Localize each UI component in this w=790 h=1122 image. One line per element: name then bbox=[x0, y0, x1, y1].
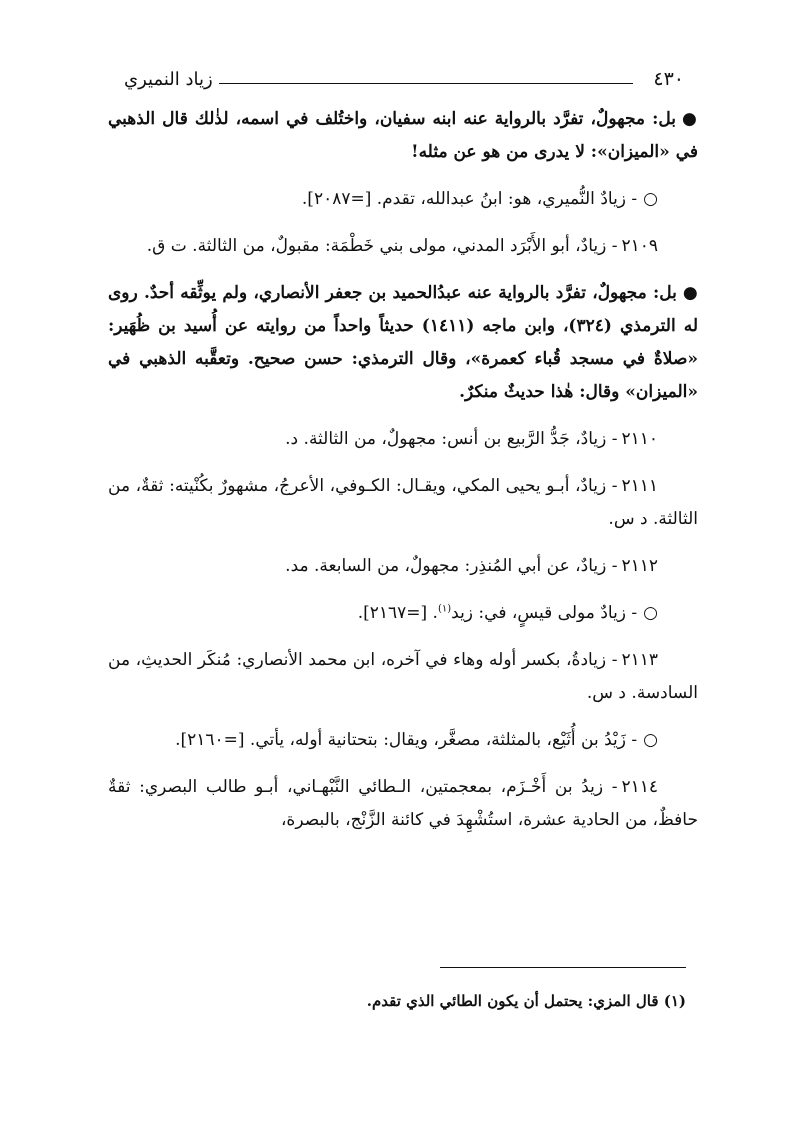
open-circle-icon: ○ bbox=[643, 603, 658, 623]
entry-number: ٢١١٤ bbox=[621, 777, 658, 797]
biography-entry bbox=[108, 470, 698, 536]
editor-comment bbox=[108, 277, 698, 409]
biography-entry bbox=[108, 771, 698, 837]
filled-circle-icon: ● bbox=[682, 283, 698, 303]
entry-number: ٢١١٠ bbox=[621, 429, 658, 449]
running-title: زياد النميري bbox=[124, 69, 213, 90]
footnote: (١) قال المزي: يحتمل أن يكون الطائي الذي تقدم. bbox=[366, 992, 686, 1010]
entry-text: - زيادٌ مولى قيسٍ، في: زيد bbox=[451, 603, 638, 623]
page-body bbox=[108, 103, 698, 851]
footnote-marker: (١) bbox=[437, 603, 452, 615]
entry-text: - زَيْدُ بن أُثَيْع، بالمثلثة، مصغَّر، ويقال: بتحتانية أوله، يأتي. [=٢١٦٠]. bbox=[175, 730, 638, 750]
biography-entry bbox=[108, 644, 698, 710]
entry-text: - زيادٌ النُّميري، هو: ابنُ عبدالله، تقدم. [=٢٠٨٧]. bbox=[301, 189, 638, 209]
entry-number: ٢١١١ bbox=[621, 476, 658, 496]
entry-text: بل: مجهولٌ، تفرَّد بالرواية عنه ابنه سفيان، واختُلف في اسمه، لذٰلك قال الذهبي في «الميزان»: لا يدرى من هو عن مثله! bbox=[108, 109, 698, 162]
entry-text: - زيادةُ، بكسر أوله وهاء في آخره، ابن محمد الأنصاري: مُنكَر الحديثِ، من السادسة. د س. bbox=[108, 650, 698, 703]
footnote-rule bbox=[440, 967, 686, 968]
biography-entry bbox=[108, 230, 698, 263]
page-number: ٤٣٠ bbox=[653, 68, 684, 90]
cross-reference bbox=[108, 183, 698, 216]
cross-reference bbox=[108, 724, 698, 757]
page-header bbox=[124, 60, 684, 90]
entry-number: ٢١٠٩ bbox=[621, 236, 658, 256]
entry-text: - زيادٌ، جَدُّ الرَّبيع بن أنس: مجهولٌ، من الثالثة. د. bbox=[285, 429, 618, 449]
open-circle-icon: ○ bbox=[643, 730, 658, 750]
header-rule bbox=[219, 69, 634, 84]
entry-text: - زيدُ بن أَخْـزَم، بمعجمتين، الـطائي النَّبْهـاني، أبـو طالب البصري: ثقةٌ حافظٌ، من الحادية عشرة، استُشْهِدَ في كائنة الزَّنْج، بالبصرة، bbox=[108, 777, 698, 830]
filled-circle-icon: ● bbox=[682, 109, 698, 129]
entry-text-tail: . [=٢١٦٧]. bbox=[357, 603, 438, 623]
entry-text: بل: مجهولٌ، تفرَّد بالرواية عنه عبدُالحميد بن جعفر الأنصاري، ولم يوثِّقه أحدٌ. روى له الترمذي (٣٢٤)، وابن ماجه (١٤١١) حديثاً واحداً من روايته عن أُسيد بن ظُهَير: «صلاةٌ في مسجد قُباء كعمرة»، وقال الترمذي: حسن صحيح. وتعقَّبه الذهبي في «الميزان» وقال: هٰذا حديثٌ منكرٌ. bbox=[108, 283, 699, 402]
cross-reference bbox=[108, 597, 698, 630]
open-circle-icon: ○ bbox=[643, 189, 658, 209]
entry-number: ٢١١٢ bbox=[621, 556, 658, 576]
entry-text: - زيادٌ، أبـو يحيى المكي، ويقـال: الكـوفي، الأعرجُ، مشهورٌ بكُنْيته: ثقةٌ، من الثالثة. د س. bbox=[108, 476, 698, 529]
entry-text: - زيادٌ، عن أبي المُنذِر: مجهولٌ، من السابعة. مد. bbox=[285, 556, 618, 576]
biography-entry bbox=[108, 423, 698, 456]
biography-entry bbox=[108, 550, 698, 583]
editor-comment bbox=[108, 103, 698, 169]
entry-number: ٢١١٣ bbox=[621, 650, 658, 670]
entry-text: - زيادٌ، أبو الأَبْرَد المدني، مولى بني خَطْمَة: مقبولٌ، من الثالثة. ت ق. bbox=[146, 236, 618, 256]
